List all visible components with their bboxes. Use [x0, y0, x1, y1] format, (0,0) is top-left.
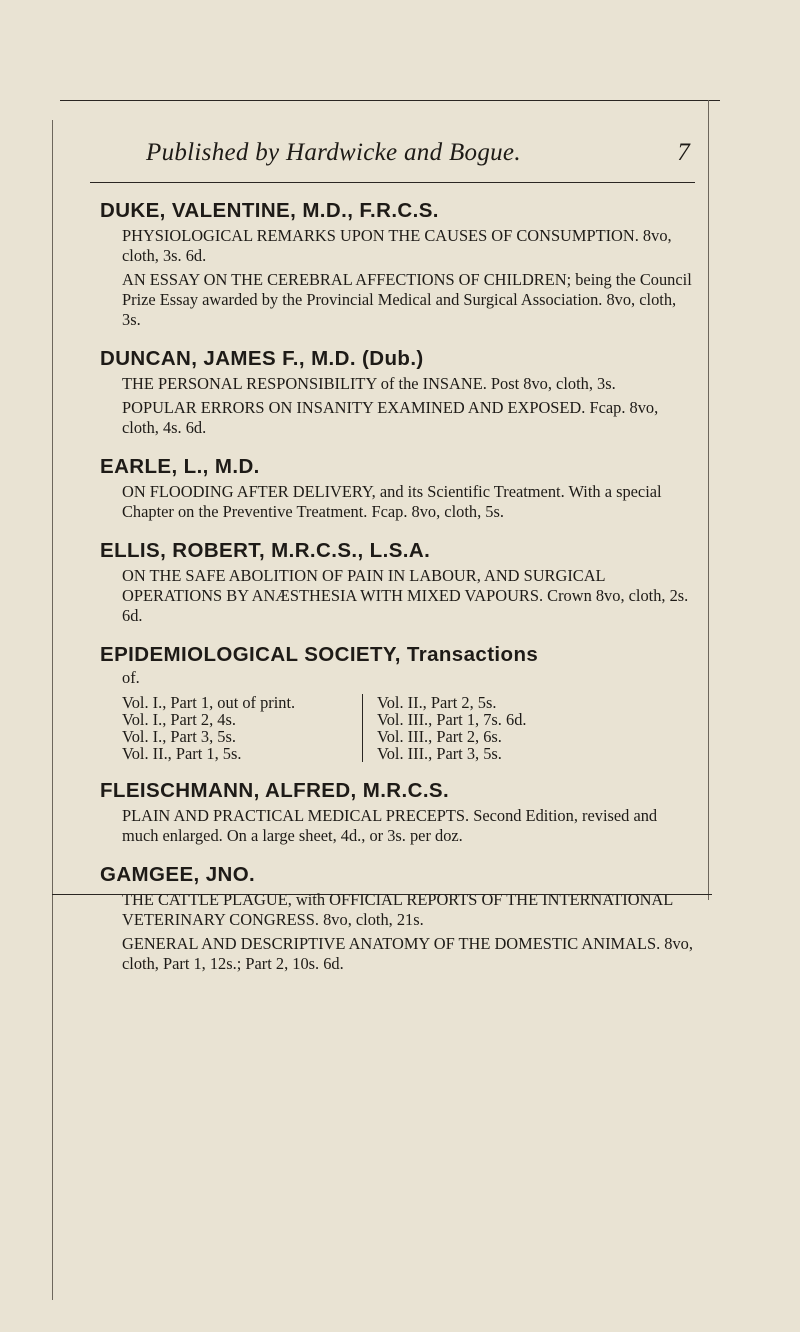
- work-entry: ON FLOODING AFTER DELIVERY, and its Scientific Treatment. With a special Chapter on the Preventive Treatment. Fcap. 8vo, cloth, 5s.: [122, 482, 662, 521]
- volume-item: Vol. I., Part 2, 4s.: [122, 710, 236, 729]
- volume-item: Vol. II., Part 2, 5s.: [377, 693, 497, 712]
- author-heading: EPIDEMIOLOGICAL SOCIETY, Transactions: [100, 643, 539, 666]
- right-border: [708, 100, 709, 900]
- author-heading: FLEISCHMANN, ALFRED, M.R.C.S.: [100, 779, 450, 802]
- page-number: 7: [677, 139, 690, 166]
- work-entry: POPULAR ERRORS ON INSANITY EXAMINED AND EXPOSED. Fcap. 8vo, cloth, 4s. 6d.: [122, 398, 659, 437]
- volume-item: Vol. III., Part 3, 5s.: [377, 744, 502, 763]
- volume-item: Vol. I., Part 1, out of print.: [122, 693, 296, 712]
- volume-column-left: [122, 694, 362, 762]
- volume-item: Vol. II., Part 1, 5s.: [122, 744, 242, 763]
- author-heading: DUNCAN, JAMES F., M.D. (Dub.): [100, 347, 424, 370]
- bottom-rule: [52, 894, 712, 895]
- left-border: [52, 120, 53, 1300]
- work-entry: PHYSIOLOGICAL REMARKS UPON THE CAUSES OF CONSUMPTION. 8vo, cloth, 3s. 6d.: [122, 226, 672, 265]
- author-heading: GAMGEE, JNO.: [100, 863, 256, 886]
- author-heading: ELLIS, ROBERT, M.R.C.S., L.S.A.: [100, 539, 431, 562]
- transactions-of: of.: [122, 668, 140, 687]
- work-entry: ON THE SAFE ABOLITION OF PAIN IN LABOUR, AND SURGICAL OPERATIONS BY ANÆSTHESIA WITH MIXED VAPOURS. Crown 8vo, cloth, 2s. 6d.: [122, 566, 689, 625]
- work-entry: THE PERSONAL RESPONSIBILITY of the INSANE. Post 8vo, cloth, 3s.: [122, 374, 616, 393]
- volume-item: Vol. III., Part 1, 7s. 6d.: [377, 710, 527, 729]
- top-rule: [60, 100, 720, 101]
- author-heading: DUKE, VALENTINE, M.D., F.R.C.S.: [100, 199, 439, 222]
- header-title: Published by Hardwicke and Bogue.: [146, 139, 521, 166]
- running-header: [90, 133, 690, 183]
- volume-column-right: [362, 694, 617, 762]
- volume-item: Vol. I., Part 3, 5s.: [122, 727, 236, 746]
- catalogue-listing: [100, 198, 695, 974]
- header-rule: [90, 182, 695, 183]
- work-entry: THE CATTLE PLAGUE, with OFFICIAL REPORTS OF THE INTERNATIONAL VETERINARY CONGRESS. 8vo, cloth, 21s.: [122, 890, 673, 929]
- author-heading: EARLE, L., M.D.: [100, 455, 260, 478]
- work-entry: GENERAL AND DESCRIPTIVE ANATOMY OF THE DOMESTIC ANIMALS. 8vo, cloth, Part 1, 12s.; Part 2, 10s. 6d.: [122, 934, 693, 973]
- volume-list: [100, 694, 695, 762]
- work-entry: AN ESSAY ON THE CEREBRAL AFFECTIONS OF CHILDREN; being the Council Prize Essay awarded by the Provincial Medical and Surgical Association. 8vo, cloth, 3s.: [122, 270, 692, 329]
- work-entry: PLAIN AND PRACTICAL MEDICAL PRECEPTS. Second Edition, revised and much enlarged. On a large sheet, 4d., or 3s. per doz.: [122, 806, 658, 845]
- volume-item: Vol. III., Part 2, 6s.: [377, 727, 502, 746]
